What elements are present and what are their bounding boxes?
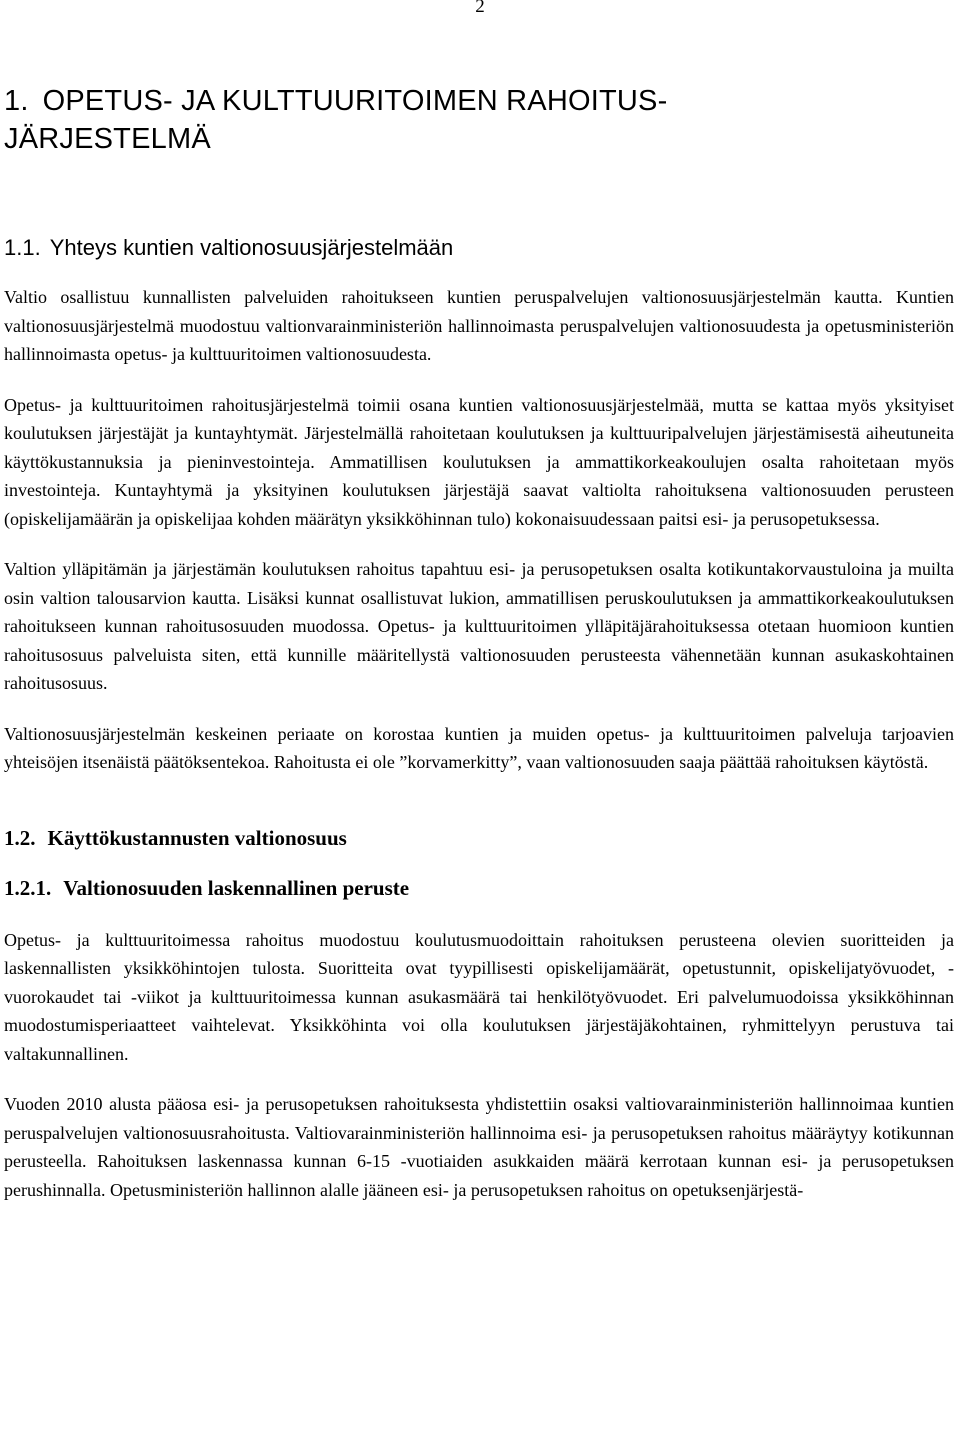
section-number: 1.1.: [4, 235, 41, 260]
chapter-number: 1.: [4, 85, 29, 117]
subsection-title: Valtionosuuden laskennallinen peruste: [63, 875, 410, 900]
paragraph: Opetus- ja kulttuuritoimessa rahoitus muodostuu koulutusmuodoittain rahoituksen perusteena olevien suoritteiden ja laskennallisten yksikköhintojen tulosta. Suoritteita ovat tyypillisesti opiskelijamäärät, opetustunnit, opiskelijatyövuodet, -vuorokaudet tai -viikot ja kulttuuritoimessa kunnan asukasmäärä tai henkilötyövuodet. Eri palvelumuodoissa yksikköhinnan muodostumisperiaatteet vaihtelevat. Yksikköhinta voi olla koulutuksen järjestäjäkohtainen, ryhmittelyyn perustuva tai valtakunnallinen.: [4, 929, 954, 1064]
paragraph: Vuoden 2010 alusta pääosa esi- ja perusopetuksen rahoituksesta yhdistettiin osaksi valtiovarainministeriön hallinnoimaa kuntien peruspalvelujen valtionosuusrahoitusta. Valtiovarainministeriön hallinnoima esi- ja perusopetuksen rahoitus määräytyy kotikunnan perusteella. Rahoituksen laskennassa kunnan 6-15 -vuotiaiden asukkaiden määrä kerrotaan kunnan esi- ja perusopetuksen perushinnalla. Opetusministeriön hallinnon alalle jääneen esi- ja perusopetuksen rahoitus on opetuksenjärjestä-: [4, 1094, 954, 1200]
chapter-title-line-1: OPETUS- JA KULTTUURITOIMEN RAHOITUS-: [42, 85, 668, 117]
section-number: 1.2.: [4, 825, 36, 850]
section-heading-1-2: [4, 824, 954, 852]
page-number: 2: [475, 0, 485, 17]
section-title: Käyttökustannusten valtionosuus: [47, 825, 347, 850]
paragraph: Opetus- ja kulttuuritoimen rahoitusjärjestelmä toimii osana kuntien valtionosuusjärjestelmää, mutta se kattaa myös yksityiset koulutuksen järjestäjät ja kuntayhtymät. Järjestelmällä rahoitetaan koulutuksen ja kulttuuripalvelujen järjestämisestä aiheutuneita käyttökustannuksia ja pieninvestointeja. Ammatillisen koulutuksen ja ammattikorkeakoulujen osalta rahoitetaan myös investointeja. Kuntayhtymä ja yksityinen koulutuksen järjestäjä saavat valtiolta rahoituksena valtionosuuden perusteen (opiskelijamäärän ja opiskelijaa kohden määrätyn yksikköhinnan tulo) kokonaisuudessaan paitsi esi- ja perusopetuksessa.: [4, 394, 954, 529]
section-title: Yhteys kuntien valtionosuusjärjestelmään: [49, 235, 454, 260]
subsection-heading-1-2-1: [4, 874, 954, 902]
paragraph: Valtio osallistuu kunnallisten palveluiden rahoitukseen kuntien peruspalvelujen valtionosuusjärjestelmän kautta. Kuntien valtionosuusjärjestelmä muodostuu valtionvarainministeriön hallinnoimasta peruspalvelujen valtionosuudesta ja opetusministeriön hallinnoimasta opetus- ja kulttuuritoimen valtionosuudesta.: [4, 287, 954, 364]
chapter-title-line-2: JÄRJESTELMÄ: [4, 123, 211, 155]
chapter-heading: [4, 82, 954, 158]
section-heading-1-1: [4, 234, 954, 262]
document-body: [4, 82, 954, 1204]
paragraph: Valtionosuusjärjestelmän keskeinen periaate on korostaa kuntien ja muiden opetus- ja kulttuuritoimen palveluja tarjoavien yhteisöjen itsenäistä päätöksentekoa. Rahoitusta ei ole ”korvamerkitty”, vaan valtionosuuden saaja päättää rahoituksen käytöstä.: [4, 723, 954, 772]
paragraph: Valtion ylläpitämän ja järjestämän koulutuksen rahoitus tapahtuu esi- ja perusopetuksen osalta kotikuntakorvaustuloina ja muilta osin valtion talousarvion kautta. Lisäksi kunnat osallistuvat lukion, ammatillisen peruskoulutuksen ja ammattikorkeakoulutuksen rahoitukseen kunnan rahoitusosuuden muodossa. Opetus- ja kulttuuritoimen ylläpitäjärahoituksessa otetaan huomioon kuntien rahoitusosuus palveluista siten, että kunnille määritellystä valtionosuuden perusteesta vähennetään kunnan asukaskohtainen rahoitusosuus.: [4, 559, 954, 693]
subsection-number: 1.2.1.: [4, 875, 52, 900]
